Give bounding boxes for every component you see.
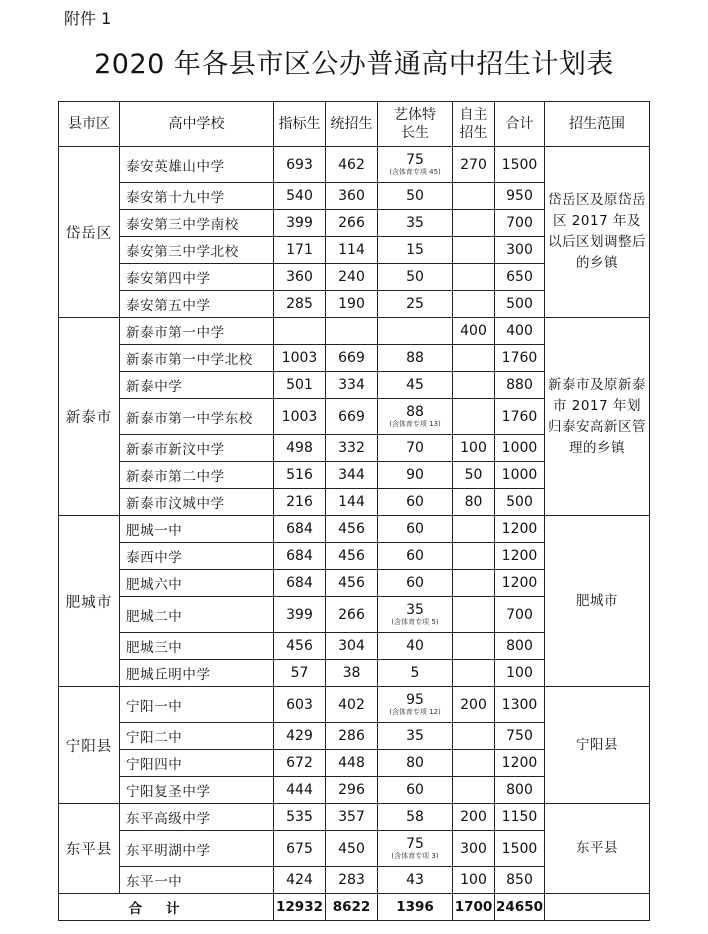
- school-name: 泰安第三中学北校: [120, 237, 274, 264]
- school-name: 泰安第五中学: [120, 291, 274, 318]
- unified-cell: 450: [326, 831, 378, 867]
- independent-cell: 200: [453, 804, 495, 831]
- school-name: 肥城三中: [120, 633, 274, 660]
- art-value: 75: [406, 836, 424, 852]
- totals-unified: 8622: [326, 894, 378, 921]
- art-value: 60: [406, 782, 424, 798]
- art-value: 88: [406, 350, 424, 366]
- total-cell: 1150: [495, 804, 545, 831]
- art-value: 80: [406, 755, 424, 771]
- unified-cell: 283: [326, 867, 378, 894]
- quota-cell: 684: [274, 543, 326, 570]
- independent-cell: [453, 291, 495, 318]
- quota-cell: 501: [274, 372, 326, 399]
- quota-cell: 456: [274, 633, 326, 660]
- art-note: (含体育专项 45): [389, 168, 441, 176]
- unified-cell: 669: [326, 345, 378, 372]
- total-cell: 850: [495, 867, 545, 894]
- art-value: 45: [406, 377, 424, 393]
- unified-cell: 304: [326, 633, 378, 660]
- unified-cell: 266: [326, 597, 378, 633]
- school-name: 新泰市第一中学北校: [120, 345, 274, 372]
- total-cell: 1760: [495, 345, 545, 372]
- school-name: 新泰中学: [120, 372, 274, 399]
- art-value: 35: [406, 602, 424, 618]
- unified-cell: 456: [326, 516, 378, 543]
- totals-quota: 12932: [274, 894, 326, 921]
- unified-cell: 296: [326, 777, 378, 804]
- totals-label: 合计: [59, 894, 274, 921]
- header-row: [59, 102, 650, 147]
- independent-cell: [453, 597, 495, 633]
- attachment-label: 附件 1: [64, 9, 112, 28]
- unified-cell: 462: [326, 147, 378, 183]
- art-cell: [378, 516, 453, 543]
- art-cell: [378, 570, 453, 597]
- quota-cell: 285: [274, 291, 326, 318]
- total-cell: 700: [495, 597, 545, 633]
- independent-cell: [453, 264, 495, 291]
- header-county: 县市区: [59, 102, 120, 147]
- document-title: 2020 年各县市区公办普通高中招生计划表: [94, 49, 614, 80]
- table-row: [59, 318, 650, 345]
- art-value: 88: [406, 404, 424, 420]
- unified-cell: 357: [326, 804, 378, 831]
- art-cell: [378, 318, 453, 345]
- quota-cell: 603: [274, 687, 326, 723]
- header-quota: 指标生: [274, 102, 326, 147]
- independent-cell: 80: [453, 489, 495, 516]
- total-cell: 500: [495, 291, 545, 318]
- art-cell: [378, 633, 453, 660]
- header-scope: 招生范围: [545, 102, 650, 147]
- header-school: 高中学校: [120, 102, 274, 147]
- independent-cell: [453, 750, 495, 777]
- school-name: 东平高级中学: [120, 804, 274, 831]
- school-name: 新泰市第一中学: [120, 318, 274, 345]
- unified-cell: 456: [326, 543, 378, 570]
- independent-cell: [453, 723, 495, 750]
- art-value: 60: [406, 521, 424, 537]
- total-cell: 300: [495, 237, 545, 264]
- art-note: (含体育专项 5): [391, 618, 439, 626]
- school-name: 宁阳二中: [120, 723, 274, 750]
- total-cell: 500: [495, 489, 545, 516]
- table-row: [59, 804, 650, 831]
- unified-cell: 402: [326, 687, 378, 723]
- quota-cell: 540: [274, 183, 326, 210]
- art-value: 43: [406, 872, 424, 888]
- independent-cell: [453, 183, 495, 210]
- unified-cell: [326, 318, 378, 345]
- quota-cell: 535: [274, 804, 326, 831]
- scope-cell: 宁阳县: [545, 687, 650, 804]
- art-value: 35: [406, 215, 424, 231]
- total-cell: 1200: [495, 516, 545, 543]
- art-cell: [378, 660, 453, 687]
- art-value: 60: [406, 548, 424, 564]
- unified-cell: 266: [326, 210, 378, 237]
- scope-cell: 新泰市及原新泰市 2017 年划归泰安高新区管理的乡镇: [545, 318, 650, 516]
- quota-cell: 672: [274, 750, 326, 777]
- independent-cell: [453, 399, 495, 435]
- independent-cell: 100: [453, 867, 495, 894]
- quota-cell: 399: [274, 210, 326, 237]
- art-value: 50: [406, 269, 424, 285]
- totals-row: [59, 894, 650, 921]
- county-cell: 新泰市: [59, 318, 120, 516]
- art-value: 70: [406, 440, 424, 456]
- total-cell: 800: [495, 633, 545, 660]
- art-cell: [378, 264, 453, 291]
- art-cell: [378, 183, 453, 210]
- independent-cell: [453, 543, 495, 570]
- total-cell: 750: [495, 723, 545, 750]
- scope-cell: 岱岳区及原岱岳区 2017 年及以后区划调整后的乡镇: [545, 147, 650, 318]
- table-row: [59, 516, 650, 543]
- unified-cell: 332: [326, 435, 378, 462]
- art-cell: [378, 399, 453, 435]
- art-value: 75: [406, 152, 424, 168]
- school-name: 泰安第十九中学: [120, 183, 274, 210]
- school-name: 肥城一中: [120, 516, 274, 543]
- art-cell: [378, 291, 453, 318]
- header-total: 合计: [495, 102, 545, 147]
- county-cell: 肥城市: [59, 516, 120, 687]
- totals-scope: [545, 894, 650, 921]
- totals-independent: 1700: [453, 894, 495, 921]
- county-cell: 岱岳区: [59, 147, 120, 318]
- art-cell: [378, 435, 453, 462]
- quota-cell: 1003: [274, 399, 326, 435]
- total-cell: 1300: [495, 687, 545, 723]
- quota-cell: [274, 318, 326, 345]
- art-cell: [378, 831, 453, 867]
- school-name: 肥城二中: [120, 597, 274, 633]
- art-cell: [378, 543, 453, 570]
- unified-cell: 38: [326, 660, 378, 687]
- scope-cell: 东平县: [545, 804, 650, 894]
- county-cell: 宁阳县: [59, 687, 120, 804]
- school-name: 新泰市第一中学东校: [120, 399, 274, 435]
- independent-cell: [453, 777, 495, 804]
- school-name: 泰西中学: [120, 543, 274, 570]
- header-art: 艺体特长生: [378, 102, 453, 147]
- art-value: 40: [406, 638, 424, 654]
- art-value: 60: [406, 494, 424, 510]
- school-name: 新泰市新汶中学: [120, 435, 274, 462]
- independent-cell: 270: [453, 147, 495, 183]
- county-cell: 东平县: [59, 804, 120, 894]
- total-cell: 650: [495, 264, 545, 291]
- art-cell: [378, 345, 453, 372]
- art-cell: [378, 867, 453, 894]
- totals-total: 24650: [495, 894, 545, 921]
- independent-cell: 300: [453, 831, 495, 867]
- unified-cell: 144: [326, 489, 378, 516]
- total-cell: 880: [495, 372, 545, 399]
- art-value: 25: [406, 296, 424, 312]
- total-cell: 800: [495, 777, 545, 804]
- quota-cell: 1003: [274, 345, 326, 372]
- unified-cell: 669: [326, 399, 378, 435]
- art-cell: [378, 147, 453, 183]
- school-name: 宁阳复圣中学: [120, 777, 274, 804]
- quota-cell: 216: [274, 489, 326, 516]
- quota-cell: 429: [274, 723, 326, 750]
- unified-cell: 334: [326, 372, 378, 399]
- art-cell: [378, 777, 453, 804]
- total-cell: 1760: [495, 399, 545, 435]
- school-name: 新泰市汶城中学: [120, 489, 274, 516]
- independent-cell: [453, 210, 495, 237]
- unified-cell: 240: [326, 264, 378, 291]
- independent-cell: [453, 570, 495, 597]
- total-cell: 1500: [495, 831, 545, 867]
- art-cell: [378, 597, 453, 633]
- table-body: [59, 147, 650, 921]
- art-note: (含体育专项 13): [389, 420, 441, 428]
- art-cell: [378, 750, 453, 777]
- independent-cell: 400: [453, 318, 495, 345]
- total-cell: 700: [495, 210, 545, 237]
- independent-cell: [453, 633, 495, 660]
- art-cell: [378, 804, 453, 831]
- quota-cell: 424: [274, 867, 326, 894]
- independent-cell: [453, 372, 495, 399]
- unified-cell: 286: [326, 723, 378, 750]
- art-cell: [378, 723, 453, 750]
- independent-cell: 50: [453, 462, 495, 489]
- table-row: [59, 687, 650, 723]
- art-value: 15: [406, 242, 424, 258]
- enrollment-plan-table: [58, 101, 650, 921]
- art-cell: [378, 210, 453, 237]
- school-name: 肥城丘明中学: [120, 660, 274, 687]
- total-cell: 100: [495, 660, 545, 687]
- quota-cell: 516: [274, 462, 326, 489]
- independent-cell: [453, 516, 495, 543]
- total-cell: 1000: [495, 462, 545, 489]
- school-name: 宁阳一中: [120, 687, 274, 723]
- art-cell: [378, 489, 453, 516]
- art-cell: [378, 462, 453, 489]
- school-name: 泰安英雄山中学: [120, 147, 274, 183]
- quota-cell: 498: [274, 435, 326, 462]
- total-cell: 1200: [495, 750, 545, 777]
- independent-cell: 200: [453, 687, 495, 723]
- school-name: 泰安第三中学南校: [120, 210, 274, 237]
- school-name: 东平一中: [120, 867, 274, 894]
- independent-cell: [453, 345, 495, 372]
- quota-cell: 360: [274, 264, 326, 291]
- art-note: (含体育专项 12): [389, 708, 441, 716]
- unified-cell: 360: [326, 183, 378, 210]
- unified-cell: 448: [326, 750, 378, 777]
- totals-art: 1396: [378, 894, 453, 921]
- total-cell: 400: [495, 318, 545, 345]
- quota-cell: 444: [274, 777, 326, 804]
- art-cell: [378, 237, 453, 264]
- art-value: 60: [406, 575, 424, 591]
- header-independent: 自主招生: [453, 102, 495, 147]
- quota-cell: 171: [274, 237, 326, 264]
- art-cell: [378, 372, 453, 399]
- quota-cell: 399: [274, 597, 326, 633]
- quota-cell: 57: [274, 660, 326, 687]
- unified-cell: 344: [326, 462, 378, 489]
- quota-cell: 684: [274, 570, 326, 597]
- total-cell: 1200: [495, 570, 545, 597]
- art-note: (含体育专项 3): [391, 852, 439, 860]
- school-name: 泰安第四中学: [120, 264, 274, 291]
- quota-cell: 675: [274, 831, 326, 867]
- independent-cell: [453, 237, 495, 264]
- art-value: 95: [406, 692, 424, 708]
- header-unified: 统招生: [326, 102, 378, 147]
- independent-cell: [453, 660, 495, 687]
- school-name: 宁阳四中: [120, 750, 274, 777]
- total-cell: 1000: [495, 435, 545, 462]
- quota-cell: 684: [274, 516, 326, 543]
- total-cell: 1500: [495, 147, 545, 183]
- unified-cell: 456: [326, 570, 378, 597]
- school-name: 东平明湖中学: [120, 831, 274, 867]
- unified-cell: 190: [326, 291, 378, 318]
- table-row: [59, 147, 650, 183]
- school-name: 肥城六中: [120, 570, 274, 597]
- art-value: 90: [406, 467, 424, 483]
- art-value: 5: [410, 665, 420, 681]
- unified-cell: 114: [326, 237, 378, 264]
- quota-cell: 693: [274, 147, 326, 183]
- scope-cell: 肥城市: [545, 516, 650, 687]
- school-name: 新泰市第二中学: [120, 462, 274, 489]
- art-value: 35: [406, 728, 424, 744]
- art-value: 58: [406, 809, 424, 825]
- independent-cell: 100: [453, 435, 495, 462]
- total-cell: 1200: [495, 543, 545, 570]
- total-cell: 950: [495, 183, 545, 210]
- art-cell: [378, 687, 453, 723]
- art-value: 50: [406, 188, 424, 204]
